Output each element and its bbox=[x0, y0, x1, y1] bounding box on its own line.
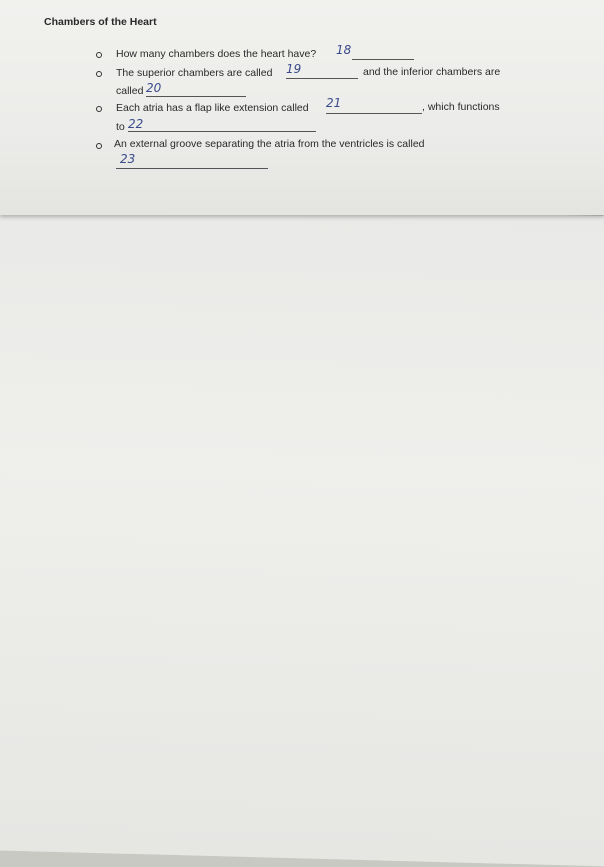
q1-text: How many chambers does the heart have? bbox=[116, 48, 317, 60]
handwritten-number: 19 bbox=[286, 62, 302, 76]
q3-answer-blank-1[interactable] bbox=[326, 113, 422, 114]
q2-answer-blank-2[interactable] bbox=[146, 96, 246, 97]
worksheet-page-top bbox=[0, 0, 604, 215]
q3-answer-blank-2[interactable] bbox=[128, 131, 316, 132]
bullet bbox=[96, 71, 102, 77]
q2-text-c: called bbox=[116, 85, 144, 97]
q2-answer-blank-1[interactable] bbox=[286, 78, 358, 79]
page-title: Chambers of the Heart bbox=[44, 16, 157, 28]
handwritten-number: 23 bbox=[120, 152, 136, 166]
q1-answer-blank[interactable] bbox=[352, 59, 414, 60]
q4-answer-blank[interactable] bbox=[116, 168, 268, 169]
q2-text-a: The superior chambers are called bbox=[116, 67, 273, 79]
bullet bbox=[96, 52, 102, 58]
q4-text: An external groove separating the atria from the ventricles is called bbox=[114, 138, 425, 150]
q2-text-b: and the inferior chambers are bbox=[363, 66, 501, 78]
worksheet-page-bottom bbox=[0, 200, 604, 867]
handwritten-number: 20 bbox=[146, 81, 162, 95]
handwritten-number: 21 bbox=[326, 96, 342, 110]
q3-text-a: Each atria has a flap like extension called bbox=[116, 102, 309, 114]
bullet bbox=[96, 143, 102, 149]
handwritten-number: 18 bbox=[336, 43, 352, 57]
handwritten-number: 22 bbox=[128, 117, 144, 131]
q3-text-c: to bbox=[116, 121, 125, 133]
bullet bbox=[96, 106, 102, 112]
q3-text-b: , which functions bbox=[422, 101, 500, 113]
